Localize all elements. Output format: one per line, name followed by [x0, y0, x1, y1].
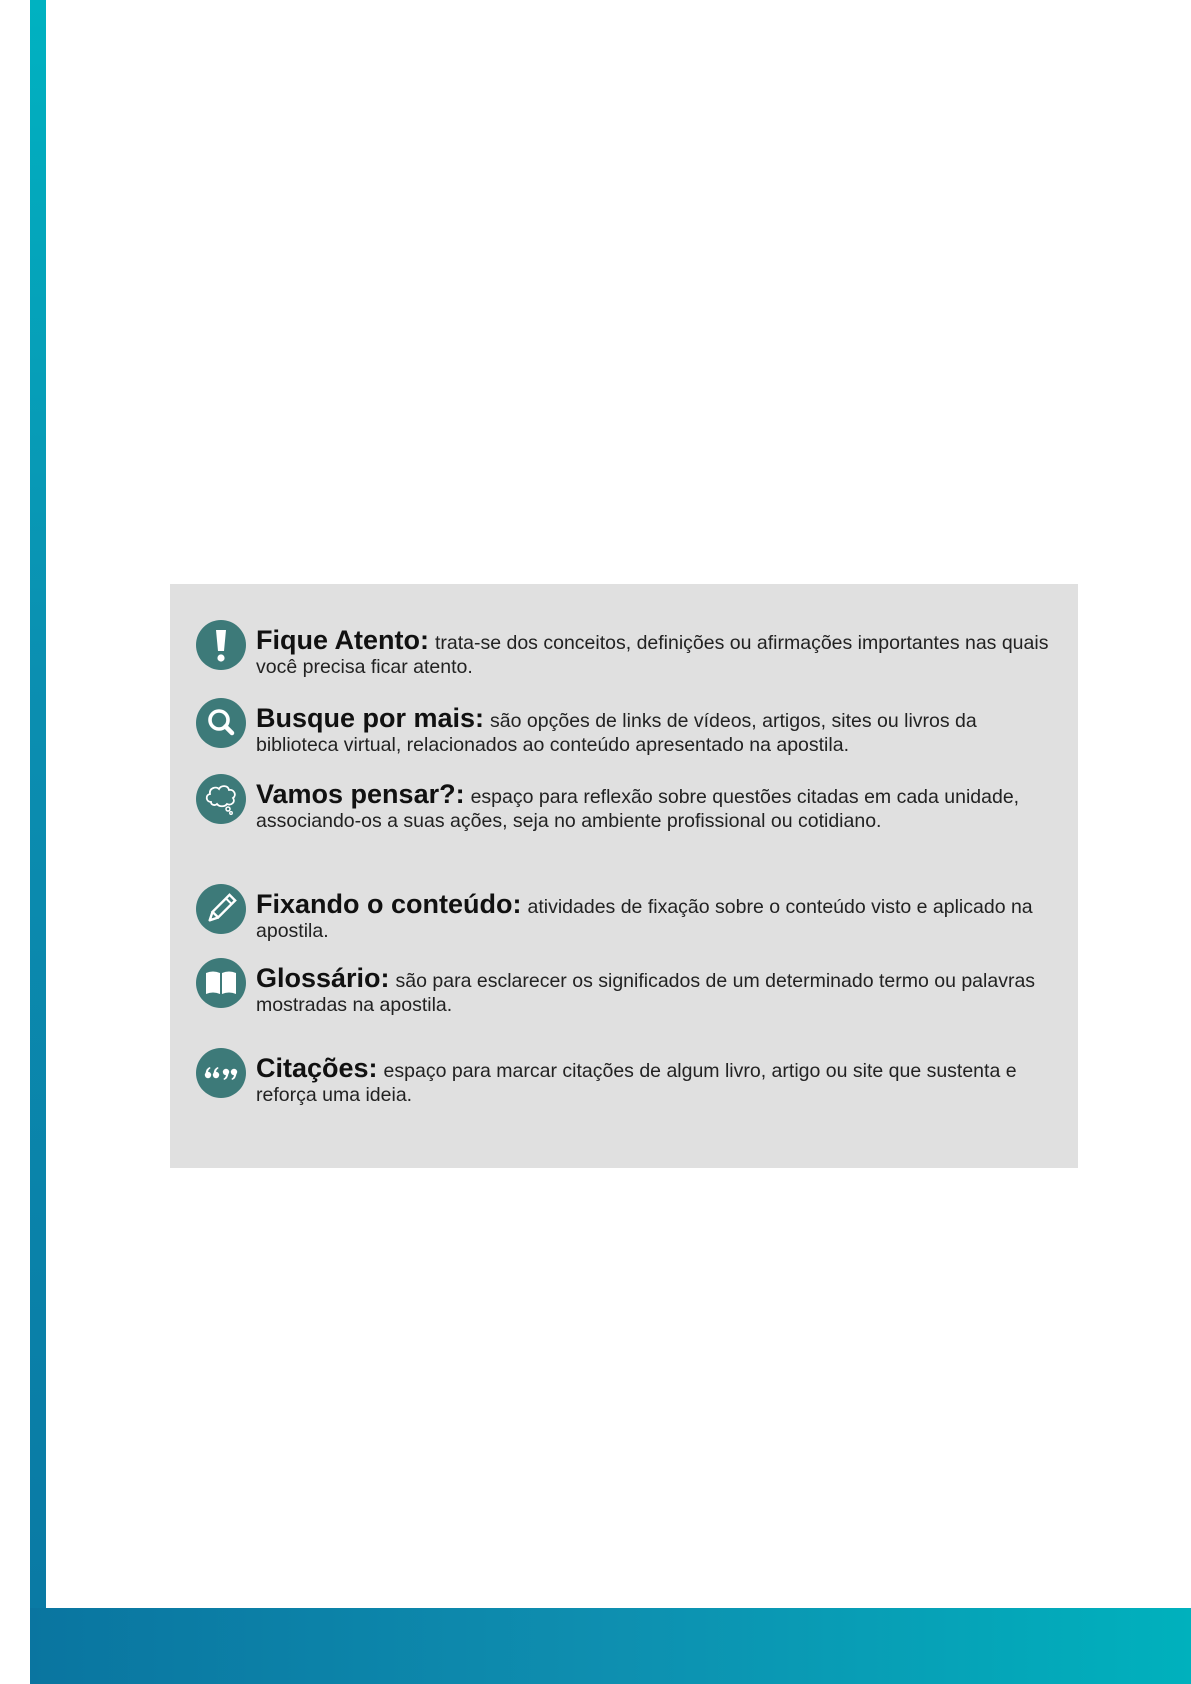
legend-item-text: [256, 889, 1064, 943]
icon-legend-panel: [170, 584, 1078, 1168]
legend-item-text: [256, 1053, 1064, 1107]
legend-item-title: Glossário:: [256, 963, 390, 993]
quotation-marks-icon: [196, 1048, 246, 1098]
bottom-accent-bar: [30, 1608, 1191, 1684]
legend-item-description: são opções de links de vídeos, artigos, sites ou livros da biblioteca virtual, relacionados ao conteúdo apresentado na apostila.: [256, 710, 977, 756]
legend-item-text: [256, 703, 1064, 757]
legend-item-description: trata-se dos conceitos, definições ou afirmações importantes nas quais você precisa ficar atento.: [256, 632, 1049, 678]
legend-item-title: Fique Atento:: [256, 625, 429, 655]
legend-item-title: Fixando o conteúdo:: [256, 889, 522, 919]
thought-cloud-icon: [196, 774, 246, 824]
legend-item-text: [256, 625, 1064, 679]
left-accent-bar: [30, 0, 46, 1684]
legend-item-title: Citações:: [256, 1053, 378, 1083]
legend-item-text: [256, 779, 1064, 833]
exclamation-icon: [196, 620, 246, 670]
legend-item-description: espaço para reflexão sobre questões citadas em cada unidade, associando-os a suas ações, seja no ambiente profissional ou cotidiano.: [256, 786, 1020, 832]
legend-item-title: Busque por mais:: [256, 703, 485, 733]
legend-item-text: [256, 963, 1064, 1017]
legend-item-title: Vamos pensar?:: [256, 779, 465, 809]
pencil-icon: [196, 884, 246, 934]
open-book-icon: [196, 958, 246, 1008]
legend-item-description: são para esclarecer os significados de um determinado termo ou palavras mostradas na apostila.: [256, 970, 1036, 1016]
magnifier-icon: [196, 698, 246, 748]
legend-item-description: espaço para marcar citações de algum livro, artigo ou site que sustenta e reforça uma ideia.: [256, 1060, 1017, 1106]
legend-item-description: atividades de fixação sobre o conteúdo visto e aplicado na apostila.: [256, 896, 1033, 942]
